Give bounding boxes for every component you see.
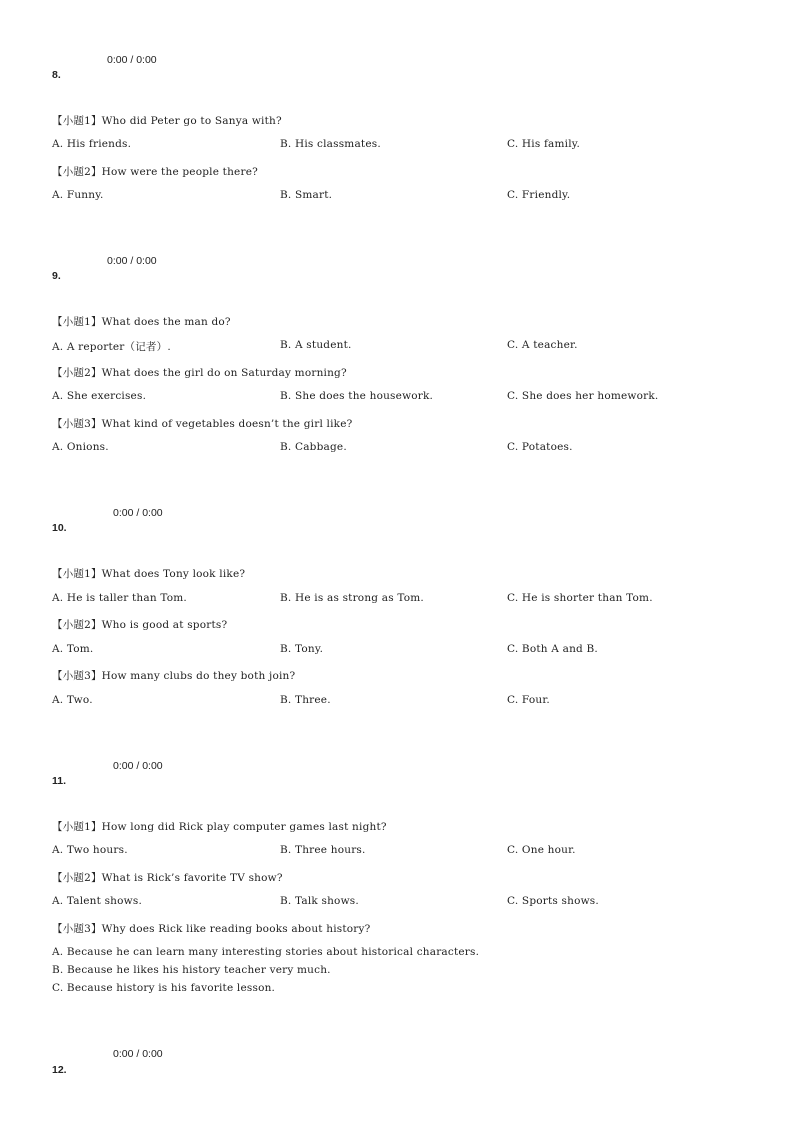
option-b[interactable]: B. Because he likes his history teacher very much. [52,964,331,976]
audio-timer[interactable]: 0:00 / 0:00 [113,507,163,519]
option-b[interactable]: B. Three hours. [280,844,366,856]
option-b[interactable]: B. Tony. [280,643,324,655]
audio-timer[interactable]: 0:00 / 0:00 [107,54,157,66]
option-a[interactable]: A. Onions. [52,441,109,453]
option-c[interactable]: C. Potatoes. [507,441,573,453]
sub-question-prompt: 【小题3】How many clubs do they both join? [52,670,296,682]
sub-question-prompt: 【小题1】How long did Rick play computer games last night? [52,821,387,833]
option-c[interactable]: C. He is shorter than Tom. [507,592,653,604]
option-b[interactable]: B. He is as strong as Tom. [280,592,424,604]
option-b[interactable]: B. Three. [280,694,331,706]
question-number: 11. [52,775,67,787]
option-c[interactable]: C. Friendly. [507,189,571,201]
option-a[interactable]: A. A reporter（记者）. [52,341,171,353]
option-b[interactable]: B. Cabbage. [280,441,347,453]
option-c[interactable]: C. Sports shows. [507,895,599,907]
sub-question-prompt: 【小题2】What is Rick’s favorite TV show? [52,872,283,884]
sub-question-prompt: 【小题1】What does Tony look like? [52,568,246,580]
option-a[interactable]: A. He is taller than Tom. [52,592,187,604]
question-number: 10. [52,522,67,534]
audio-timer[interactable]: 0:00 / 0:00 [107,255,157,267]
question-number: 8. [52,69,61,81]
option-a[interactable]: A. Talent shows. [52,895,142,907]
option-c[interactable]: C. One hour. [507,844,576,856]
sub-question-prompt: 【小题1】Who did Peter go to Sanya with? [52,115,282,127]
question-number: 9. [52,270,61,282]
sub-question-prompt: 【小题2】What does the girl do on Saturday morning? [52,367,347,379]
option-c[interactable]: C. Both A and B. [507,643,598,655]
option-a[interactable]: A. Funny. [52,189,104,201]
audio-timer[interactable]: 0:00 / 0:00 [113,1048,163,1060]
option-b[interactable]: B. A student. [280,339,352,351]
option-c[interactable]: C. A teacher. [507,339,578,351]
sub-question-prompt: 【小题1】What does the man do? [52,316,231,328]
option-b[interactable]: B. Talk shows. [280,895,359,907]
audio-timer[interactable]: 0:00 / 0:00 [113,760,163,772]
option-c[interactable]: C. Because history is his favorite lesson. [52,982,276,994]
option-c[interactable]: C. Four. [507,694,550,706]
option-b[interactable]: B. She does the housework. [280,390,434,402]
option-a[interactable]: A. Two hours. [52,844,128,856]
option-a[interactable]: A. Because he can learn many interesting stories about historical characters. [52,946,480,958]
question-number: 12. [52,1064,67,1076]
sub-question-prompt: 【小题3】What kind of vegetables doesn’t the girl like? [52,418,353,430]
option-c[interactable]: C. She does her homework. [507,390,659,402]
option-a[interactable]: A. Two. [52,694,93,706]
option-b[interactable]: B. His classmates. [280,138,381,150]
option-a[interactable]: A. His friends. [52,138,132,150]
option-b[interactable]: B. Smart. [280,189,333,201]
option-a[interactable]: A. Tom. [52,643,94,655]
option-a[interactable]: A. She exercises. [52,390,147,402]
sub-question-prompt: 【小题2】Who is good at sports? [52,619,228,631]
sub-question-prompt: 【小题3】Why does Rick like reading books about history? [52,923,371,935]
option-c[interactable]: C. His family. [507,138,581,150]
sub-question-prompt: 【小题2】How were the people there? [52,166,258,178]
